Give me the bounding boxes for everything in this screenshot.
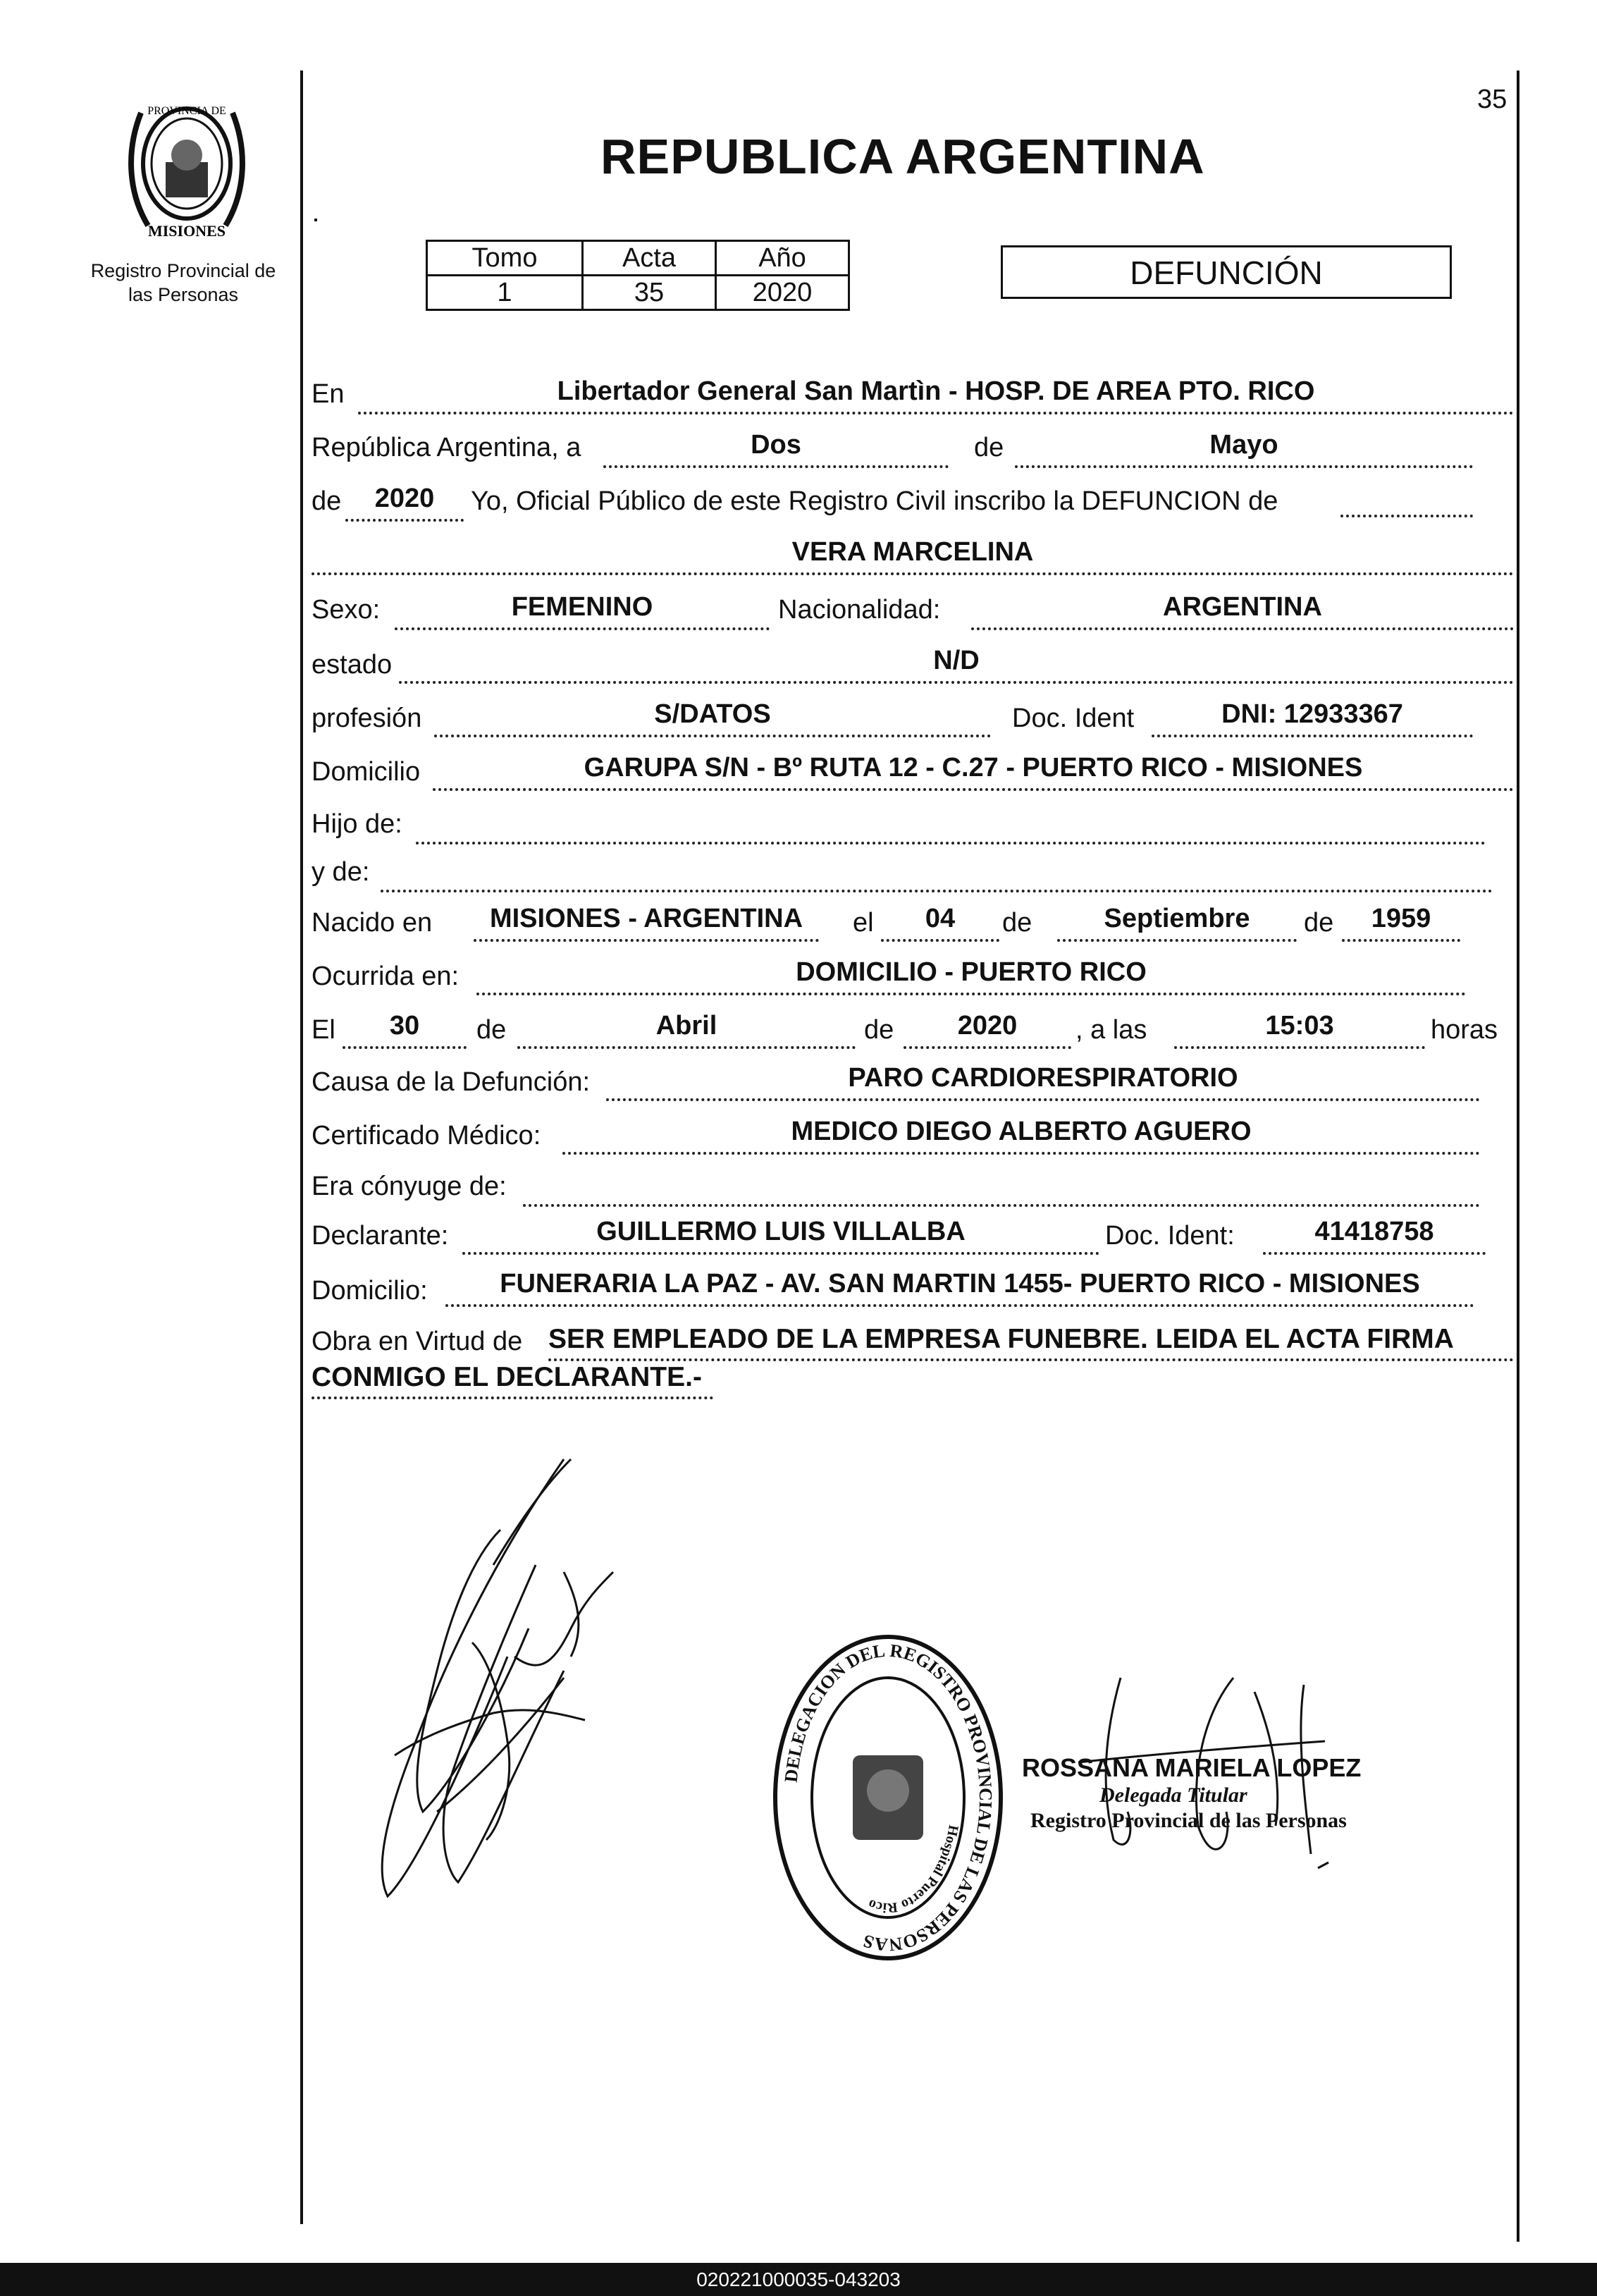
label-obra: Obra en Virtud de — [312, 1327, 523, 1356]
signatory-role: Delegada Titular — [1099, 1784, 1247, 1807]
label-declarante: Declarante: — [312, 1221, 449, 1251]
nacido-anio-value: 1959 — [1371, 904, 1431, 933]
obra-field-1 — [548, 1325, 1514, 1361]
conyuge-field — [523, 1170, 1480, 1207]
declarante-value: GUILLERMO LUIS VILLALBA — [596, 1217, 966, 1246]
label-el-lower: el — [853, 908, 874, 938]
record-table — [426, 240, 850, 311]
hijo-de-field — [416, 808, 1486, 845]
label-nacionalidad: Nacionalidad: — [778, 595, 941, 625]
seal-inner-text: Hospital Puerto Rico — [865, 1824, 961, 1916]
dot-mark — [314, 219, 317, 221]
ocurrida-value: DOMICILIO - PUERTO RICO — [796, 957, 1147, 987]
estado-field — [399, 647, 1514, 684]
def-anio-value: 2020 — [957, 1011, 1018, 1040]
label-doc-ident: Doc. Ident — [1012, 704, 1135, 733]
label-sexo: Sexo: — [312, 595, 381, 625]
def-hora-field — [1174, 1012, 1425, 1049]
domicilio-field — [433, 754, 1514, 791]
causa-value: PARO CARDIORESPIRATORIO — [848, 1063, 1238, 1093]
label-el: El — [312, 1015, 335, 1045]
svg-text:PROVINCIA DE: PROVINCIA DE — [147, 105, 226, 117]
registry-name-line1: Registro Provincial de — [90, 260, 276, 281]
sexo-field — [395, 594, 770, 630]
nombre-value: VERA MARCELINA — [791, 537, 1034, 567]
declarante-doc-field — [1263, 1218, 1486, 1255]
page-title: REPUBLICA ARGENTINA — [600, 129, 1205, 184]
label-causa: Causa de la Defunción: — [312, 1067, 591, 1097]
doc-field — [1152, 701, 1473, 737]
obra-value-2: CONMIGO EL DECLARANTE.- — [312, 1362, 702, 1392]
anio-value: 2020 — [716, 276, 849, 310]
ocurrida-field — [476, 959, 1466, 995]
svg-text:MISIONES: MISIONES — [147, 222, 226, 240]
signatory-block — [1022, 1752, 1361, 1834]
def-dia-value: 30 — [389, 1011, 420, 1040]
dia-value: Dos — [751, 430, 801, 460]
footer-code: 020221000035-043203 — [696, 2269, 901, 2290]
record-type-box — [1001, 245, 1452, 299]
label-de-1: de — [974, 433, 1004, 462]
nombre-field — [312, 539, 1514, 575]
registry-name-line2: las Personas — [128, 283, 239, 305]
sexo-value: FEMENINO — [511, 592, 653, 622]
domicilio-value: GARUPA S/N - Bº RUTA 12 - C.27 - PUERTO RICO - MISIONES — [584, 753, 1363, 782]
def-hora-value: 15:03 — [1265, 1011, 1334, 1040]
label-domicilio: Domicilio — [312, 757, 421, 787]
def-anio-field — [904, 1012, 1071, 1049]
yo-dotline — [1340, 515, 1473, 517]
nacido-dia-value: 04 — [925, 904, 956, 933]
causa-field — [606, 1064, 1480, 1101]
label-doc-ident-colon: Doc. Ident: — [1105, 1221, 1235, 1251]
nacido-anio-field — [1342, 905, 1460, 942]
def-dia-field — [343, 1012, 467, 1049]
left-margin-line — [300, 70, 303, 2224]
signatory-office: Registro Provincial de las Personas — [1030, 1809, 1347, 1833]
label-de-4: de — [1304, 908, 1334, 938]
provincial-emblem-icon — [113, 85, 261, 247]
nacido-lugar-field — [474, 905, 819, 942]
y-de-field — [381, 856, 1493, 892]
nacionalidad-field — [971, 594, 1514, 630]
tomo-value: 1 — [427, 276, 583, 310]
label-nacido-en: Nacido en — [312, 908, 433, 938]
declarante-domicilio-value: FUNERARIA LA PAZ - AV. SAN MARTIN 1455- PUERTO RICO - MISIONES — [500, 1269, 1420, 1299]
certificado-value: MEDICO DIEGO ALBERTO AGUERO — [791, 1117, 1252, 1146]
declarante-doc-value: 41418758 — [1314, 1217, 1434, 1246]
lugar-field — [358, 378, 1514, 415]
right-margin-line — [1517, 70, 1519, 2242]
certificado-field — [562, 1118, 1480, 1155]
anio-value-text: 2020 — [374, 484, 435, 513]
dia-field — [603, 431, 949, 468]
anio-header: Año — [716, 241, 849, 276]
profesion-field — [434, 701, 991, 737]
obra-field-2 — [312, 1363, 713, 1399]
seal-outer-text: DELEGACION DEL REGISTRO PROVINCIAL DE LAS PERSONAS — [780, 1640, 997, 1956]
nacido-mes-field — [1057, 905, 1297, 942]
label-en: En — [312, 379, 345, 409]
footer-bar — [0, 2263, 1597, 2296]
label-certificado: Certificado Médico: — [312, 1121, 541, 1150]
official-seal — [768, 1628, 1008, 1967]
nacionalidad-value: ARGENTINA — [1163, 592, 1322, 622]
label-hijo-de: Hijo de: — [312, 809, 402, 839]
obra-value-1: SER EMPLEADO DE LA EMPRESA FUNEBRE. LEIDA EL ACTA FIRMA — [548, 1324, 1454, 1354]
label-horas: horas — [1431, 1015, 1498, 1045]
record-type: DEFUNCIÓN — [1130, 254, 1323, 291]
anio-field — [345, 485, 464, 522]
acta-value: 35 — [583, 276, 716, 310]
mes-value: Mayo — [1209, 430, 1278, 460]
estado-value: N/D — [933, 646, 980, 675]
acta-header: Acta — [583, 241, 716, 276]
declarante-domicilio-field — [445, 1270, 1474, 1307]
nacido-dia-field — [881, 905, 999, 942]
label-profesion: profesión — [312, 704, 422, 733]
label-de-2: de — [312, 486, 342, 516]
label-de-3: de — [1002, 908, 1032, 938]
def-mes-field — [517, 1012, 856, 1049]
label-de-5: de — [476, 1015, 507, 1045]
def-mes-value: Abril — [655, 1011, 717, 1040]
label-domicilio-colon: Domicilio: — [312, 1276, 428, 1306]
signatory-name: ROSSANA MARIELA LOPEZ — [1022, 1753, 1362, 1782]
label-y-de: y de: — [312, 857, 370, 887]
tomo-header: Tomo — [427, 241, 583, 276]
label-de-6: de — [864, 1015, 894, 1045]
page-number: 35 — [1477, 85, 1507, 114]
label-conyuge: Era cónyuge de: — [312, 1172, 507, 1201]
lugar-value: Libertador General San Martìn - HOSP. DE AREA PTO. RICO — [557, 376, 1315, 406]
label-yo: Yo, Oficial Público de este Registro Civil inscribo la DEFUNCION de — [471, 486, 1278, 516]
nacido-mes-value: Septiembre — [1104, 904, 1250, 933]
profesion-value: S/DATOS — [654, 699, 771, 729]
nacido-lugar-value: MISIONES - ARGENTINA — [489, 904, 803, 933]
registry-name — [70, 259, 296, 307]
mes-field — [1015, 431, 1473, 468]
label-ocurrida-en: Ocurrida en: — [312, 962, 460, 991]
label-republica: República Argentina, a — [312, 433, 581, 462]
doc-value: DNI: 12933367 — [1221, 699, 1403, 729]
declarante-field — [462, 1218, 1099, 1255]
label-a-las: , a las — [1075, 1015, 1147, 1045]
declarant-signature — [331, 1445, 662, 1910]
label-estado: estado — [312, 650, 393, 680]
